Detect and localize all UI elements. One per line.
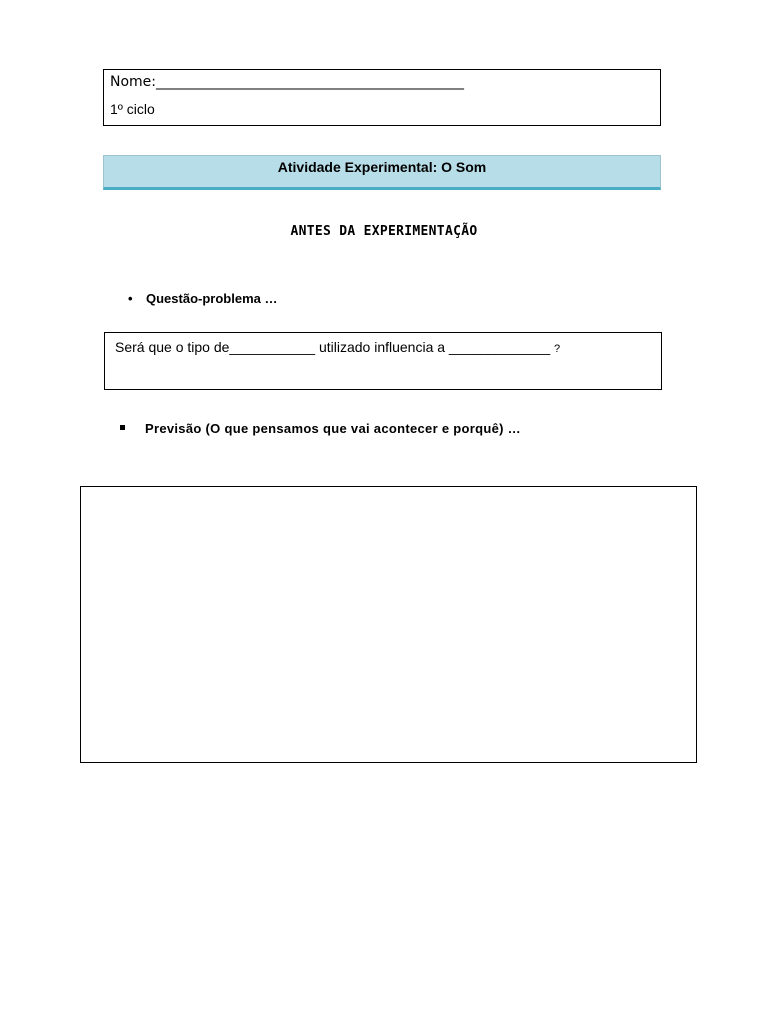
square-bullet-icon <box>120 425 125 430</box>
prediction-item <box>120 421 521 436</box>
question-box <box>104 332 662 390</box>
question-problem-label: Questão-problema … <box>146 291 278 306</box>
name-field[interactable]: Nome:____________________________________________ <box>110 74 465 90</box>
section-heading: ANTES DA EXPERIMENTAÇÃO <box>290 224 478 239</box>
question-sentence: Será que o tipo de___________ utilizado influencia a _____________ <box>115 339 555 355</box>
prediction-answer-box[interactable] <box>80 486 697 763</box>
cycle-label: 1º ciclo <box>110 101 155 117</box>
question-mark: ? <box>554 343 561 355</box>
question-text[interactable] <box>115 339 560 355</box>
prediction-label: Previsão (O que pensamos que vai acontecer e porquê) … <box>145 421 521 436</box>
question-problem-item <box>128 291 277 306</box>
name-box <box>103 69 661 126</box>
bullet-icon: • <box>128 291 133 306</box>
activity-title: Atividade Experimental: O Som <box>103 155 661 190</box>
